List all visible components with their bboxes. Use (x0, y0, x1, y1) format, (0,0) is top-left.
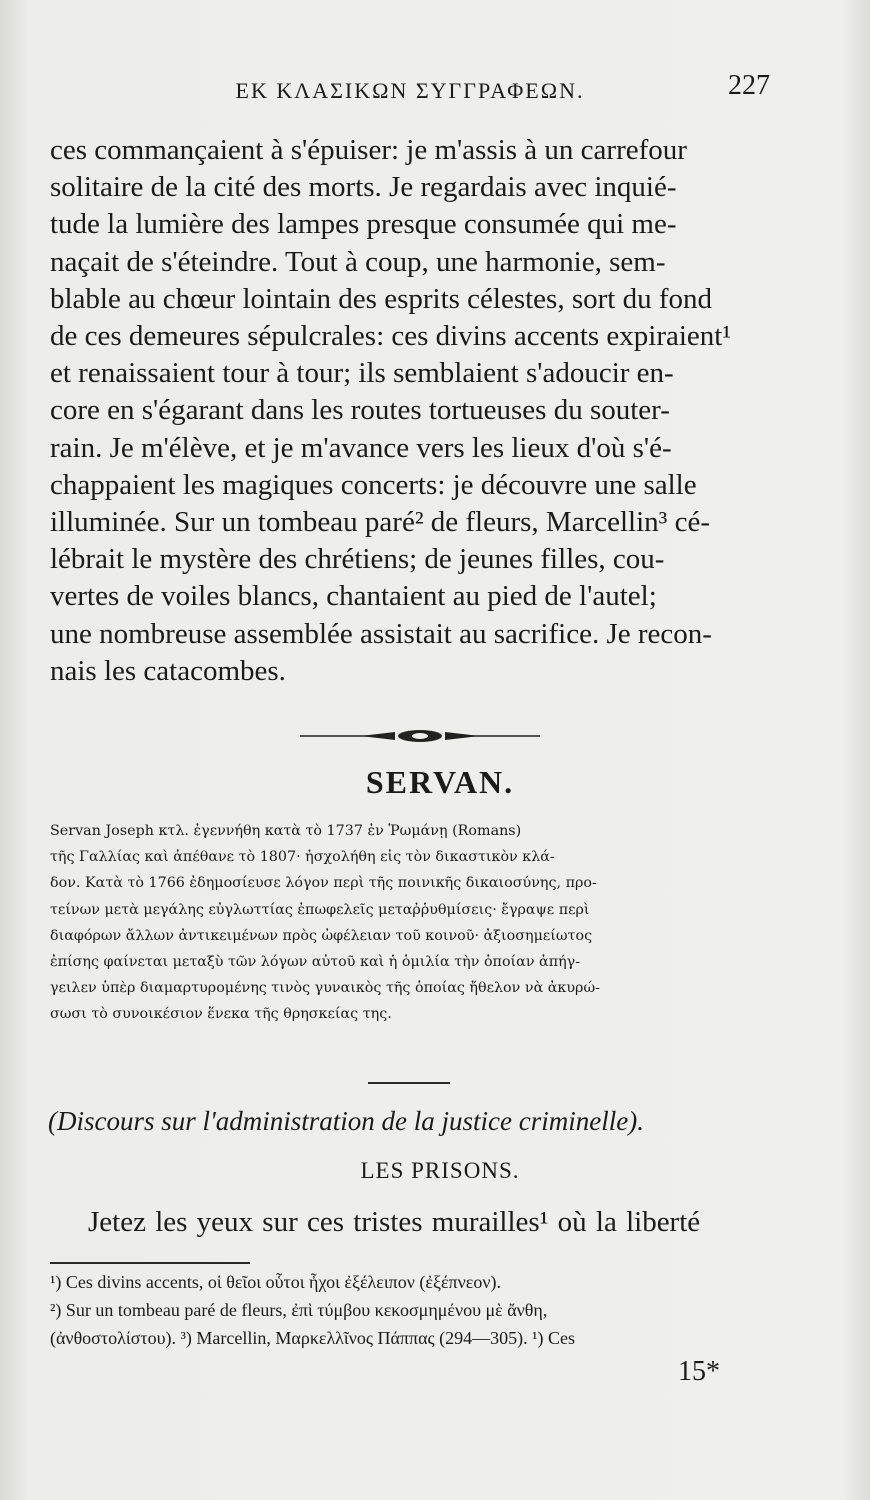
ornament-divider-icon (300, 726, 540, 746)
page-number: 227 (728, 70, 770, 101)
chapter-subheading: LES PRISONS. (360, 1158, 520, 1183)
running-title: ΕΚ ΚΛΑΣΙΚΩΝ ΣΥΓΓΡΑΦΕΩΝ. (235, 78, 585, 103)
body-text-line: Jetez les yeux sur ces tristes murailles¹ où la liberté (88, 1206, 701, 1238)
main-paragraph: ces commançaient à s'épuiser: je m'assis à un carrefour solitaire de la cité des morts. Je regardais avec inquié- tude la lumière des lampes presque consumée qui me- naçait de s'éteindre. Tout à coup, une harmonie, sem- blable au chœur lointain des esprits célestes, sort du fond de ces demeures sépulcrales: ces divins accents expiraient¹ et renaissaient tour à tour; ils semblaient s'adoucir en- core en s'égarant dans les routes tortueuses du souter- rain. Je m'élève, et je m'avance vers les lieux d'où s'é- chappaient les magiques concerts: je découvre une salle illuminée. Sur un tombeau paré² de fleurs, Marcellin³ cé- lébrait le mystère des chrétiens; de jeunes filles, cou- vertes de voiles blancs, chantaient au pied de l'autel; une nombreuse assemblée assistait au sacrifice. Je recon- nais les catacombes. (50, 134, 732, 687)
signature-mark: 15* (678, 1356, 720, 1387)
biography-paragraph: Servan Joseph κτλ. ἐγεννήθη κατὰ τὸ 1737 ἐν Ῥωμάνῃ (Romans) τῆς Γαλλίας καὶ ἀπέθανε τὸ 1807· ἠσχολήθη εἰς τὸν δικαστικὸν κλά- δον. Κατὰ τὸ 1766 ἐδημοσίευσε λόγον περὶ τῆς ποινικῆς δικαιοσύνης, προ- τείνων μετὰ μεγάλης εὐγλωττίας ἐπωφελεῖς μεταῤῥυθμίσεις· ἔγραψε περὶ διαφόρων ἄλλων ἀντικειμένων πρὸς ὠφέλειαν τοῦ κοινοῦ· ἀξιοσημείωτος ἐπίσης φαίνεται μεταξὺ τῶν λόγων αὐτοῦ καὶ ἡ ὁμιλία τὴν ὁποίαν ἀπήγ- γειλεν ὑπὲρ διαμαρτυρομένης τινὸς γυναικὸς τῆς ὁποίας ἤθελον νὰ ἀκυρώ- σωσι τὸ συνοικέσιον ἕνεκα τῆς θρησκείας της. (50, 823, 600, 1023)
section-heading: SERVAN. (365, 764, 515, 800)
work-title: (Discours sur l'administration de la justice criminelle). (48, 1106, 644, 1136)
footnote-rule (50, 1262, 250, 1264)
divider-rule (368, 1082, 450, 1084)
footnotes: ¹) Ces divins accents, οἱ θεῖοι οὗτοι ἦχοι ἐξέλειπον (ἐξέπνεον). ²) Sur un tombeau paré de fleurs, ἐπὶ τύμβου κεκοσμημένου μὲ ἄνθη, (ἀνθοστολίστου). ³) Marcellin, Μαρκελλῖνος Πάππας (294—305). ¹) Ces (50, 1272, 576, 1348)
